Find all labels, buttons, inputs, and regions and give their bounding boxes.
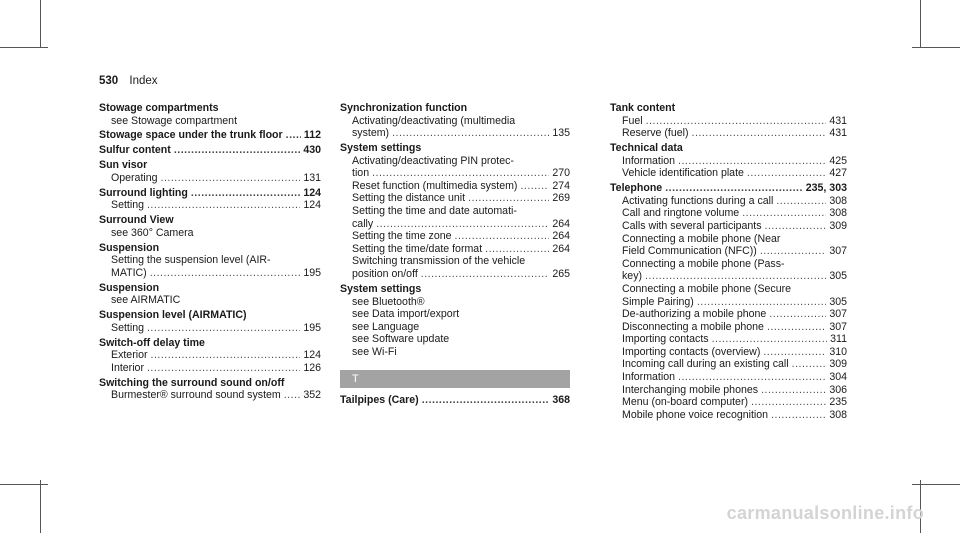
page-header <box>99 75 158 87</box>
page-reference: 235 <box>829 396 847 409</box>
page-reference: 124 <box>303 349 321 362</box>
page-reference: 195 <box>303 266 321 279</box>
crop-mark <box>912 484 960 485</box>
index-entry-heading: Stowage space under the trunk floor ..... 112 <box>99 129 321 142</box>
page-reference: 264 <box>552 217 570 230</box>
leader-dots <box>191 187 300 200</box>
index-entry-heading: Switching the surround sound on/off <box>99 376 285 389</box>
crop-mark <box>0 47 48 48</box>
index-subentry: Information ..... 304 <box>610 371 847 384</box>
page-reference: 265 <box>552 268 570 281</box>
index-subentry: Reserve (fuel) ..... 431 <box>610 127 847 140</box>
index-subentry: system) ..... 135 <box>340 127 570 140</box>
page-reference: 124 <box>303 186 321 199</box>
index-subentry: Setting ..... 195 <box>99 322 321 335</box>
index-subentry: Call and ringtone volume ..... 308 <box>610 207 847 220</box>
index-subentry: Connecting a mobile phone (Near <box>622 232 781 245</box>
leader-dots <box>286 129 301 142</box>
page-reference: 235, 303 <box>805 182 847 195</box>
page-reference: 310 <box>829 345 847 358</box>
crop-mark <box>912 47 960 48</box>
leader-dots <box>792 358 827 371</box>
index-subentry: see AIRMATIC <box>111 294 181 307</box>
leader-dots <box>767 321 826 334</box>
page-reference: 131 <box>303 171 321 184</box>
index-entry-heading: Switch-off delay time <box>99 336 205 349</box>
index-entry-heading: Suspension <box>99 281 160 294</box>
index-subentry: Activating functions during a call ..... 308 <box>610 195 847 208</box>
page-reference: 431 <box>829 127 847 140</box>
index-subentry: cally ..... 264 <box>340 218 570 231</box>
page-reference: 368 <box>552 394 570 407</box>
index-subentry: Interior ..... 126 <box>99 362 321 375</box>
page-reference: 124 <box>303 199 321 212</box>
index-subentry: Field Communication (NFC)) ..... 307 <box>610 245 847 258</box>
page-reference: 264 <box>552 230 570 243</box>
leader-dots <box>697 296 826 309</box>
index-entry-heading: Tank content <box>610 102 676 114</box>
index-subentry: MATIC) ..... 195 <box>99 267 321 280</box>
leader-dots <box>763 346 826 359</box>
index-entry-heading: Synchronization function <box>340 102 468 114</box>
index-column-1 <box>99 102 321 404</box>
leader-dots <box>376 218 549 231</box>
leader-dots <box>422 394 550 407</box>
section-title: Index <box>129 75 158 87</box>
index-subentry: Menu (on-board computer) ..... 235 <box>610 396 847 409</box>
leader-dots <box>392 127 549 140</box>
leader-dots <box>678 155 826 168</box>
index-entry <box>340 102 570 140</box>
page-reference: 307 <box>829 320 847 333</box>
index-entry <box>99 187 321 212</box>
leader-dots <box>678 371 826 384</box>
index-entry <box>340 142 570 281</box>
page-reference: 305 <box>829 295 847 308</box>
index-entry-heading: Suspension level (AIRMATIC) <box>99 309 247 322</box>
index-subentry: Fuel ..... 431 <box>610 115 847 128</box>
index-subentry: Setting the time zone ..... 264 <box>340 230 570 243</box>
index-subentry: Connecting a mobile phone (Pass- <box>622 257 785 270</box>
index-subentry: Interchanging mobile phones ..... 306 <box>610 384 847 397</box>
leader-dots <box>147 362 300 375</box>
page-number: 530 <box>99 75 119 87</box>
leader-dots <box>421 268 550 281</box>
leader-dots <box>760 245 827 258</box>
index-entry <box>99 377 321 402</box>
index-subentry: see 360° Camera <box>111 226 194 239</box>
page-reference: 307 <box>829 245 847 258</box>
page-reference: 305 <box>829 270 847 283</box>
page-reference: 352 <box>303 389 321 402</box>
leader-dots <box>147 199 300 212</box>
index-subentry: Activating/deactivating (multimedia <box>352 114 516 127</box>
index-entry <box>99 159 321 184</box>
index-entry <box>610 142 847 180</box>
leader-dots <box>485 243 549 256</box>
leader-dots <box>161 172 301 185</box>
index-subentry: see Bluetooth® <box>352 295 425 308</box>
leader-dots <box>692 127 827 140</box>
leader-dots <box>712 333 828 346</box>
index-subentry: see Software update <box>352 333 450 346</box>
page-reference: 425 <box>829 154 847 167</box>
index-entry-heading: Telephone ..... 235, 303 <box>610 182 847 195</box>
leader-dots <box>665 182 803 195</box>
index-entry <box>99 214 321 239</box>
page-reference: 431 <box>829 114 847 127</box>
index-subentry: see Language <box>352 320 420 333</box>
index-column-2-top <box>340 102 570 358</box>
page-reference: 308 <box>829 207 847 220</box>
index-entry <box>99 309 321 334</box>
index-subentry: Operating ..... 131 <box>99 172 321 185</box>
index-column-2-bottom <box>340 394 570 407</box>
crop-mark <box>920 0 921 48</box>
index-entry-heading: Sun visor <box>99 159 148 172</box>
index-entry-heading: Stowage compartments <box>99 102 219 114</box>
index-subentry: key) ..... 305 <box>610 270 847 283</box>
index-entry <box>99 144 321 157</box>
index-entry <box>610 182 847 421</box>
page-reference: 264 <box>552 242 570 255</box>
leader-dots <box>174 144 301 157</box>
index-entry <box>99 129 321 142</box>
index-subentry: position on/off ..... 265 <box>340 268 570 281</box>
index-subentry: Mobile phone voice recognition ..... 308 <box>610 409 847 422</box>
index-entry-heading: Suspension <box>99 241 160 254</box>
leader-dots <box>468 192 549 205</box>
index-entry-heading: System settings <box>340 142 422 155</box>
index-entry <box>340 394 570 407</box>
index-entry-heading: Surround lighting ..... 124 <box>99 187 321 200</box>
page-reference: 309 <box>829 358 847 371</box>
leader-dots <box>455 230 550 243</box>
leader-dots <box>742 207 826 220</box>
page-reference: 135 <box>552 127 570 140</box>
leader-dots <box>751 396 826 409</box>
index-subentry: Reset function (multimedia system) ..... 274 <box>340 180 570 193</box>
index-subentry: Incoming call during an existing call ..... 309 <box>610 358 847 371</box>
index-column-2 <box>340 102 570 409</box>
index-subentry: Simple Pairing) ..... 305 <box>610 296 847 309</box>
index-subentry: Exterior ..... 124 <box>99 349 321 362</box>
page-reference: 427 <box>829 167 847 180</box>
letter-heading: T <box>340 370 570 388</box>
page-reference: 195 <box>303 321 321 334</box>
index-entry <box>99 242 321 280</box>
leader-dots <box>645 270 826 283</box>
leader-dots <box>646 115 827 128</box>
crop-mark <box>40 0 41 48</box>
index-subentry: Connecting a mobile phone (Secure <box>622 282 792 295</box>
leader-dots <box>520 180 549 193</box>
page-reference: 311 <box>830 333 847 346</box>
page-reference: 306 <box>829 383 847 396</box>
index-subentry: Vehicle identification plate ..... 427 <box>610 167 847 180</box>
index-subentry: Activating/deactivating PIN protec- <box>352 154 514 167</box>
page-reference: 309 <box>829 219 847 232</box>
leader-dots <box>761 384 826 397</box>
index-subentry: De-authorizing a mobile phone ..... 307 <box>610 308 847 321</box>
leader-dots <box>765 220 827 233</box>
index-entry <box>99 102 321 127</box>
index-subentry: Setting the time and date automati- <box>352 205 517 218</box>
index-subentry: see Data import/export <box>352 308 460 321</box>
index-subentry: Calls with several participants ..... 309 <box>610 220 847 233</box>
index-subentry: see Stowage compartment <box>111 114 238 127</box>
index-subentry: tion ..... 270 <box>340 167 570 180</box>
leader-dots <box>147 322 300 335</box>
index-column-3 <box>610 102 847 424</box>
index-entry <box>340 283 570 359</box>
leader-dots <box>150 267 301 280</box>
crop-mark <box>0 484 48 485</box>
index-subentry: Setting the suspension level (AIR- <box>111 254 271 267</box>
page-reference: 304 <box>829 371 847 384</box>
index-subentry: Disconnecting a mobile phone ..... 307 <box>610 321 847 334</box>
page-reference: 308 <box>829 194 847 207</box>
leader-dots <box>771 409 826 422</box>
index-entry <box>610 102 847 140</box>
index-entry-heading: Tailpipes (Care) ..... 368 <box>340 394 570 407</box>
page-reference: 112 <box>303 129 321 142</box>
page-reference: 274 <box>552 179 570 192</box>
index-subentry: Burmester® surround sound system ..... 352 <box>99 389 321 402</box>
index-subentry: Switching transmission of the vehicle <box>352 255 526 268</box>
watermark: carmanualsonline.info <box>726 503 924 523</box>
leader-dots <box>372 167 549 180</box>
index-entry-heading: Technical data <box>610 142 683 155</box>
page-reference: 307 <box>829 308 847 321</box>
leader-dots <box>769 308 826 321</box>
index-subentry: Setting the time/date format ..... 264 <box>340 243 570 256</box>
leader-dots <box>776 195 826 208</box>
index-entry <box>99 282 321 307</box>
page-reference: 269 <box>552 192 570 205</box>
index-subentry: Information ..... 425 <box>610 155 847 168</box>
index-subentry: Setting the distance unit ..... 269 <box>340 192 570 205</box>
leader-dots <box>747 167 826 180</box>
index-subentry: Importing contacts (overview) ..... 310 <box>610 346 847 359</box>
page-reference: 270 <box>552 167 570 180</box>
index-entry <box>99 337 321 375</box>
index-entry-heading: System settings <box>340 282 422 295</box>
index-subentry: see Wi-Fi <box>352 345 397 358</box>
page-reference: 126 <box>303 361 321 374</box>
index-entry-heading: Surround View <box>99 214 174 227</box>
index-subentry: Importing contacts ..... 311 <box>610 333 847 346</box>
index-entry-heading: Sulfur content ..... 430 <box>99 144 321 157</box>
crop-mark <box>40 480 41 533</box>
page-reference: 430 <box>303 144 321 157</box>
leader-dots <box>284 389 301 402</box>
leader-dots <box>151 349 301 362</box>
page-reference: 308 <box>829 408 847 421</box>
index-subentry: Setting ..... 124 <box>99 199 321 212</box>
